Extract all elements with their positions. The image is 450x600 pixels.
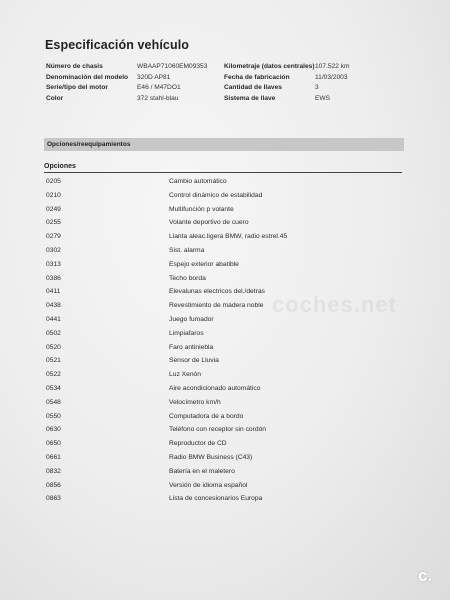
option-row [46, 258, 376, 272]
option-row [46, 479, 376, 493]
option-code: 0832 [46, 467, 61, 475]
option-description: Velocímetro km/h [169, 398, 221, 406]
option-description: Faro antiniebla [169, 343, 214, 351]
option-description: Computadora de a bordo [169, 412, 244, 420]
option-description: Limpiafaros [169, 329, 204, 337]
options-list [46, 175, 376, 506]
option-row [46, 216, 376, 230]
option-description: Llanta aleac.ligera BMW, radio estrel.45 [169, 233, 288, 241]
page-title: Especificación vehículo [45, 38, 190, 52]
option-code: 0630 [46, 426, 61, 434]
option-row [46, 272, 376, 286]
option-description: Sensor de Lluvia [169, 357, 219, 365]
spec-value: WBAAP71060EM09353 [137, 63, 208, 70]
option-description: Revestimiento de madera noble [169, 302, 264, 310]
spec-value: 320D AP81 [137, 73, 171, 81]
option-description: Versión de idioma español [169, 481, 248, 489]
spec-value: 372 stahl-blau [137, 94, 179, 102]
spec-label: Número de chasis [46, 63, 103, 70]
option-description: Espejo exterior abatible [169, 260, 239, 268]
spec-row [46, 94, 207, 105]
option-code: 0302 [46, 246, 61, 254]
option-code: 0520 [46, 343, 61, 351]
spec-row [224, 94, 349, 105]
spec-label: Fecha de fabricación [224, 73, 290, 81]
spec-label: Cantidad de llaves [224, 84, 282, 91]
option-description: Lista de concesionarios Europa [169, 495, 263, 503]
spec-value: E46 / M47DO1 [137, 84, 181, 91]
option-description: Elevalunas electricos del./detras [169, 288, 265, 296]
option-description: Batería en el maletero [169, 467, 235, 475]
spec-label: Sistema de llave [224, 94, 276, 102]
options-header: Opciones [44, 163, 402, 173]
option-description: Cambio automático [169, 178, 227, 185]
option-row [46, 492, 376, 506]
option-description: Juego fumador [169, 315, 214, 323]
spec-row [46, 73, 207, 84]
option-code: 0411 [46, 288, 61, 296]
corner-logo: c. [418, 566, 433, 585]
spec-label: Denominación del modelo [46, 73, 129, 81]
option-description: Teléfono con receptor sin cordón [169, 426, 267, 434]
option-row [46, 203, 376, 217]
option-row [46, 451, 376, 465]
option-code: 0522 [46, 371, 61, 379]
option-code: 0534 [46, 384, 61, 392]
option-description: Luz Xenón [169, 371, 201, 379]
option-description: Radio BMW Business (C43) [169, 453, 253, 461]
spec-row [224, 73, 349, 84]
spec-row [224, 62, 349, 73]
option-code: 0438 [46, 302, 61, 310]
option-code: 0249 [46, 205, 61, 213]
option-description: Control dinámico de estabilidad [169, 191, 263, 199]
spec-row [224, 83, 349, 94]
spec-value: 3 [315, 84, 319, 91]
option-description: Techo borda [169, 274, 206, 282]
option-row [46, 382, 376, 396]
option-code: 0313 [46, 260, 61, 268]
option-code: 0386 [46, 274, 61, 282]
option-row [46, 396, 376, 410]
spec-left-block [46, 62, 207, 104]
option-code: 0210 [46, 191, 61, 199]
option-code: 0863 [46, 495, 61, 503]
option-row [46, 327, 376, 341]
spec-value: 11/03/2003 [315, 73, 348, 81]
option-row [46, 244, 376, 258]
option-description: Sist. alarma [169, 246, 205, 254]
spec-label: Kilometraje (datos centrales) [224, 63, 315, 70]
option-code: 0255 [46, 219, 61, 227]
option-code: 0550 [46, 412, 61, 420]
option-row [46, 230, 376, 244]
spec-row [46, 62, 207, 73]
spec-label: Color [46, 94, 64, 102]
option-code: 0521 [46, 357, 61, 365]
watermark: coches.net [272, 292, 397, 317]
option-row [46, 437, 376, 451]
option-row [46, 341, 376, 355]
option-code: 0856 [46, 481, 61, 489]
option-description: Reproductor de CD [169, 440, 227, 448]
option-row [46, 175, 376, 189]
spec-row [46, 83, 207, 94]
spec-label: Serie/tipo del motor [46, 84, 108, 91]
option-row [46, 368, 376, 382]
option-code: 0279 [46, 233, 61, 241]
option-code: 0441 [46, 315, 61, 323]
option-description: Multifunción p volante [169, 205, 234, 213]
option-row [46, 465, 376, 479]
option-row [46, 423, 376, 437]
option-code: 0205 [46, 178, 61, 185]
option-row [46, 354, 376, 368]
spec-value: 107.522 km [315, 63, 350, 70]
option-row [46, 189, 376, 203]
option-code: 0661 [46, 453, 61, 461]
section-header-bar: Opciones/reequipamientos [44, 138, 404, 151]
option-code: 0548 [46, 398, 61, 406]
option-code: 0502 [46, 329, 61, 337]
spec-right-block [224, 62, 349, 104]
spec-value: EWS [315, 94, 331, 102]
option-description: Volante deportivo de cuero [169, 219, 249, 227]
option-row [46, 410, 376, 424]
option-code: 0650 [46, 440, 61, 448]
option-description: Aire acondicionado automático [169, 384, 261, 392]
